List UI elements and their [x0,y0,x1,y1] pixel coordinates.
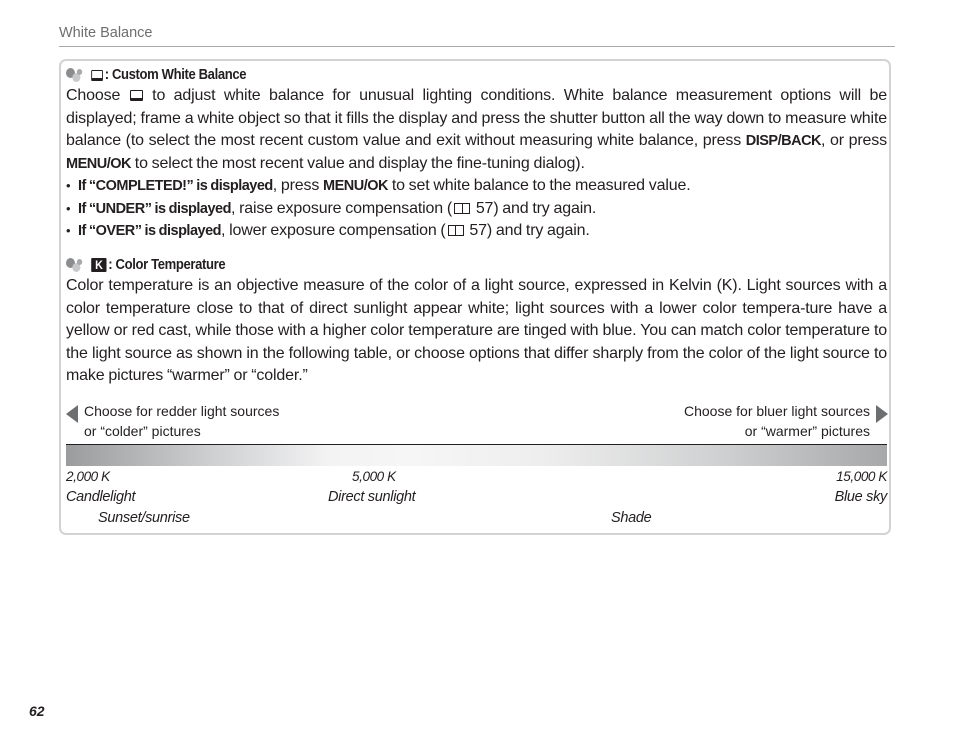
custom-wb-icon [130,90,143,101]
para-text: to adjust white balance for unusual lighting conditions. White balance measurement options will be displayed; frame a white object so that it fills the display and press the shutter button all the way down to measure white balance (to select the most recent custom value and exit without measuring white balance, press [66,87,887,150]
tick-15000k: 15,000 K [836,469,887,484]
para-text: to select the most recent value and display the fine-tuning dialog). [130,154,585,172]
bullet-text: , lower exposure compensation ( [221,222,446,240]
bullet-text: ) and try again. [493,199,597,217]
arrow-right-icon [876,405,888,423]
caption-line: Choose for redder light sources [84,403,280,419]
kelvin-icon: K [91,258,106,272]
label-sunset-sunrise: Sunset/sunrise [98,510,190,526]
bullet-text: ) and try again. [486,222,590,240]
bullet-completed [66,175,887,197]
tick-2000k: 2,000 K [66,469,110,484]
disp-back-button-label: DISP/BACK [745,133,822,150]
label-blue-sky: Blue sky [834,489,887,505]
bullet-bold: If “COMPLETED!” is displayed [78,178,273,195]
para-text: , or press [821,132,887,150]
color-temp-paragraph: Color temperature is an objective measure of the color of a light source, expressed in Kelvin (K). Light sources with a color temperature close to that of direct sunlight appear white; light sources with a lower color tempera-ture have a yellow or red cast, while those with a higher color temperature are tinged with blue. You can match color temperature to the light source as shown in the following table, or choose options that differ sharply from the color of the light source to make pictures “warmer” or “colder.” [66,277,887,385]
heading-text: : Custom White Balance [104,67,247,83]
arrow-left-icon [66,405,78,423]
label-shade: Shade [611,510,652,526]
scale-right-caption [684,401,870,441]
section-heading [66,255,805,275]
custom-wb-paragraph [66,85,887,175]
bullet-text: , raise exposure compensation ( [230,199,453,217]
bullet-over [66,220,887,242]
section-heading [66,65,805,85]
tip-circles-icon [66,257,86,273]
page-reference-icon [454,203,470,214]
caption-line: or “warmer” pictures [744,423,870,439]
header-rule [59,46,895,47]
para-text: Choose [66,87,129,104]
scale-left-caption [84,401,279,441]
caption-line: Choose for bluer light sources [684,403,870,419]
heading-text: : Color Temperature [108,257,226,273]
menu-ok-button-label: MENU/OK [66,155,131,172]
page-ref: 57 [475,199,494,217]
bullet-text: to set white balance to the measured value. [388,177,691,195]
page-ref: 57 [469,222,487,240]
color-temperature-section [66,255,887,388]
custom-wb-icon [91,70,103,81]
bullet-under [66,198,887,220]
bullet-bold: If “OVER” is displayed [78,223,222,240]
menu-ok-button-label: MENU/OK [323,178,389,195]
color-temperature-gradient-bar [66,444,887,466]
label-candlelight: Candlelight [66,489,136,505]
bullet-text: , press [272,177,324,195]
label-direct-sunlight: Direct sunlight [328,489,416,505]
caption-line: or “colder” pictures [84,423,201,439]
running-header: White Balance [59,25,153,41]
page-number: 62 [29,703,45,719]
tip-circles-icon [66,67,86,83]
page-reference-icon [448,225,464,236]
custom-white-balance-section [66,65,887,243]
bullet-bold: If “UNDER” is displayed [78,200,231,217]
tick-5000k: 5,000 K [352,469,396,484]
